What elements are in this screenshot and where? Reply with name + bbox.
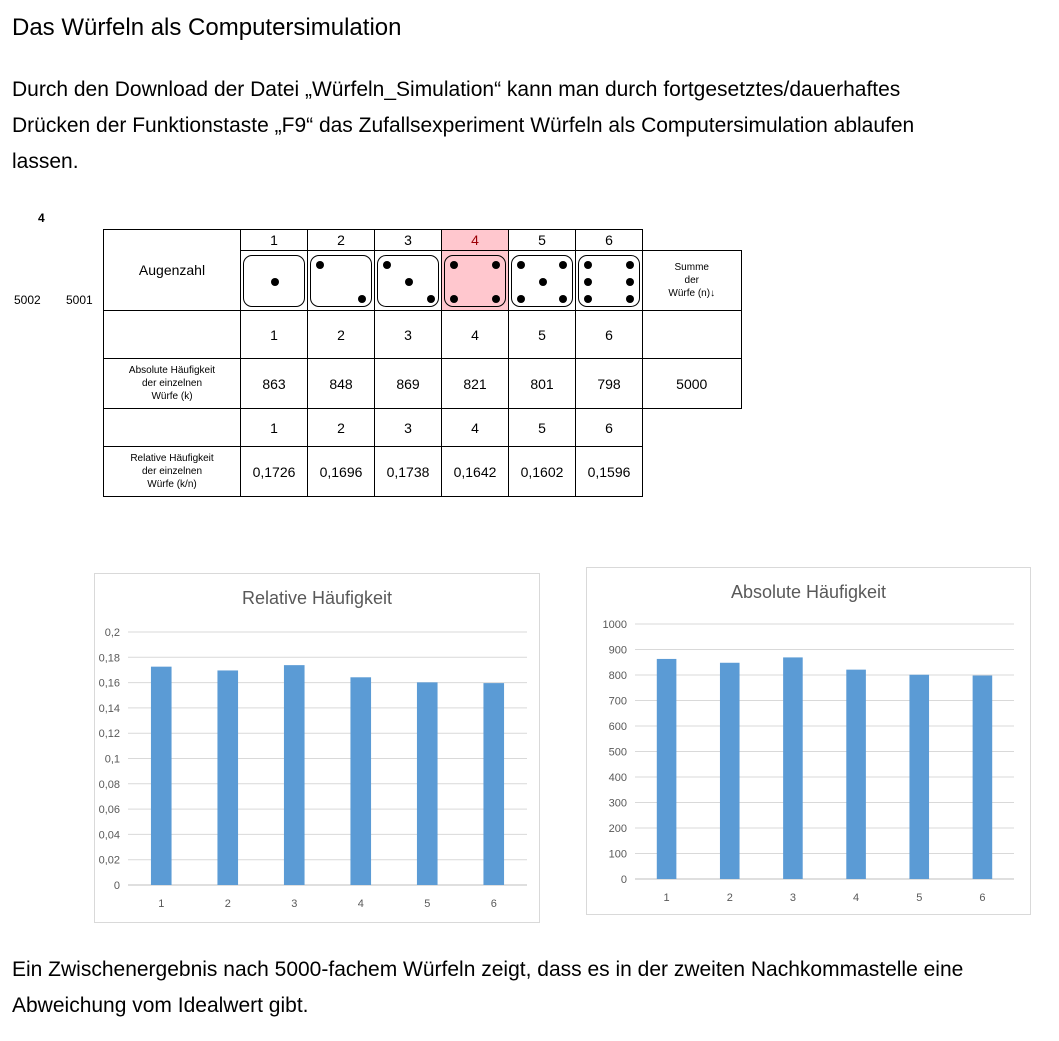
y-tick-label: 100 [608, 848, 627, 861]
face-value-cell: 5 [509, 311, 576, 359]
x-tick-label: 2 [224, 898, 231, 910]
bar [973, 676, 993, 879]
die-cell [241, 251, 308, 311]
y-tick-label: 400 [608, 772, 627, 784]
die-cell [576, 251, 643, 311]
frequency-table [103, 229, 742, 497]
x-tick-label: 4 [357, 898, 364, 910]
x-tick-label: 1 [158, 898, 165, 910]
die-cell-highlighted [442, 251, 509, 311]
empty-cell [643, 447, 742, 497]
bar [846, 670, 866, 879]
y-tick-label: 0,1 [104, 753, 120, 766]
empty-cell [104, 311, 241, 359]
x-tick-label: 6 [979, 892, 986, 904]
die-cell [308, 251, 375, 311]
die-face-six-icon [578, 255, 640, 307]
face-value-cell: 4 [442, 311, 509, 359]
x-tick-label: 3 [789, 892, 796, 904]
page-title: Das Würfeln als Computersimulation [12, 14, 402, 41]
die-face-five-icon [511, 255, 573, 307]
die-face-three-icon [377, 255, 439, 307]
relative-frequency-value: 0,1642 [442, 447, 509, 497]
header-cell: 3 [375, 230, 442, 251]
y-tick-label: 500 [608, 746, 627, 759]
absolute-frequency-value: 863 [241, 359, 308, 409]
y-tick-label: 0,02 [98, 854, 120, 867]
x-tick-label: 5 [424, 898, 431, 910]
y-tick-label: 0,2 [104, 627, 120, 639]
die-cell [509, 251, 576, 311]
bar [483, 683, 504, 885]
bar [657, 659, 677, 879]
y-tick-label: 300 [608, 797, 627, 810]
face-value-cell: 1 [241, 311, 308, 359]
chart-title: Relative Häufigkeit [241, 588, 393, 608]
header-cell: 1 [241, 230, 308, 251]
y-tick-label: 800 [608, 670, 627, 682]
relative-frequency-chart [94, 573, 540, 923]
conclusion-line: Ein Zwischenergebnis nach 5000-fachem Würfeln zeigt, dass es in der zweiten Nachkommastelle eine [12, 958, 964, 981]
die-face-four-icon [444, 255, 506, 307]
relative-frequency-value: 0,1596 [576, 447, 643, 497]
cell-value-right: 5001 [66, 293, 93, 307]
y-tick-label: 0 [113, 880, 120, 892]
y-tick-label: 0,08 [98, 778, 120, 791]
bar [217, 670, 238, 885]
face-value-cell: 4 [442, 409, 509, 447]
header-cell: 6 [576, 230, 643, 251]
bar [151, 667, 172, 885]
cell-marker: 4 [38, 211, 45, 225]
y-tick-label: 700 [608, 695, 627, 708]
y-tick-label: 0,06 [98, 804, 120, 817]
augenzahl-label: Augenzahl [104, 230, 241, 311]
header-cell: 2 [308, 230, 375, 251]
face-value-cell: 2 [308, 409, 375, 447]
x-tick-label: 4 [853, 892, 860, 904]
absolute-frequency-chart [586, 567, 1031, 915]
die-cell [375, 251, 442, 311]
x-tick-label: 6 [490, 898, 497, 910]
chart-title: Absolute Häufigkeit [730, 582, 887, 602]
bar [350, 677, 371, 885]
empty-cell [104, 409, 241, 447]
empty-cell [643, 409, 742, 447]
y-tick-label: 200 [608, 823, 627, 835]
face-value-cell: 6 [576, 311, 643, 359]
bar [783, 657, 803, 879]
header-cell: 5 [509, 230, 576, 251]
x-tick-label: 3 [291, 898, 298, 910]
face-value-cell: 3 [375, 311, 442, 359]
intro-paragraph [12, 72, 1052, 180]
x-tick-label: 5 [916, 892, 923, 904]
face-value-cell: 3 [375, 409, 442, 447]
y-tick-label: 0,16 [98, 677, 120, 690]
relative-frequency-value: 0,1738 [375, 447, 442, 497]
y-tick-label: 0,04 [98, 829, 120, 842]
empty-cell [643, 230, 742, 251]
intro-line: Durch den Download der Datei „Würfeln_Simulation“ kann man durch fortgesetztes/dauerhaftes [12, 78, 901, 101]
y-tick-label: 0 [620, 874, 627, 886]
absolute-frequency-value: 821 [442, 359, 509, 409]
y-tick-label: 900 [608, 644, 627, 657]
die-face-one-icon [243, 255, 305, 307]
relative-frequency-value: 0,1696 [308, 447, 375, 497]
bar [720, 663, 740, 879]
absolute-frequency-plot [587, 568, 1030, 914]
intro-line: Drücken der Funktionstaste „F9“ das Zufallsexperiment Würfeln als Computersimulation ablaufen [12, 114, 915, 137]
summe-label: Summe der Würfe (n)↓ [643, 251, 742, 311]
face-value-cell: 5 [509, 409, 576, 447]
x-tick-label: 1 [663, 892, 670, 904]
absolute-frequency-value: 869 [375, 359, 442, 409]
face-value-cell: 2 [308, 311, 375, 359]
absolute-frequency-sum: 5000 [643, 359, 742, 409]
absolute-frequency-value: 798 [576, 359, 643, 409]
conclusion-paragraph [12, 952, 1052, 1024]
y-tick-label: 0,18 [98, 652, 120, 665]
absolute-frequency-label: Absolute Häufigkeit der einzelnen Würfe (k) [104, 359, 241, 409]
face-value-cell: 6 [576, 409, 643, 447]
bar [284, 665, 305, 885]
relative-frequency-label: Relative Häufigkeit der einzelnen Würfe (k/n) [104, 447, 241, 497]
relative-frequency-plot [95, 574, 539, 922]
die-face-two-icon [310, 255, 372, 307]
face-value-cell: 1 [241, 409, 308, 447]
y-tick-label: 0,14 [98, 702, 120, 715]
conclusion-line: Abweichung vom Idealwert gibt. [12, 994, 309, 1017]
header-cell-highlighted: 4 [442, 230, 509, 251]
bar [417, 682, 438, 885]
absolute-frequency-value: 801 [509, 359, 576, 409]
cell-value-left: 5002 [14, 293, 41, 307]
empty-cell [643, 311, 742, 359]
y-tick-label: 600 [608, 721, 627, 733]
y-tick-label: 0,12 [98, 728, 120, 741]
relative-frequency-value: 0,1726 [241, 447, 308, 497]
x-tick-label: 2 [726, 892, 733, 904]
y-tick-label: 1000 [602, 619, 627, 631]
absolute-frequency-value: 848 [308, 359, 375, 409]
relative-frequency-value: 0,1602 [509, 447, 576, 497]
bar [909, 675, 929, 879]
intro-line: lassen. [12, 150, 79, 173]
